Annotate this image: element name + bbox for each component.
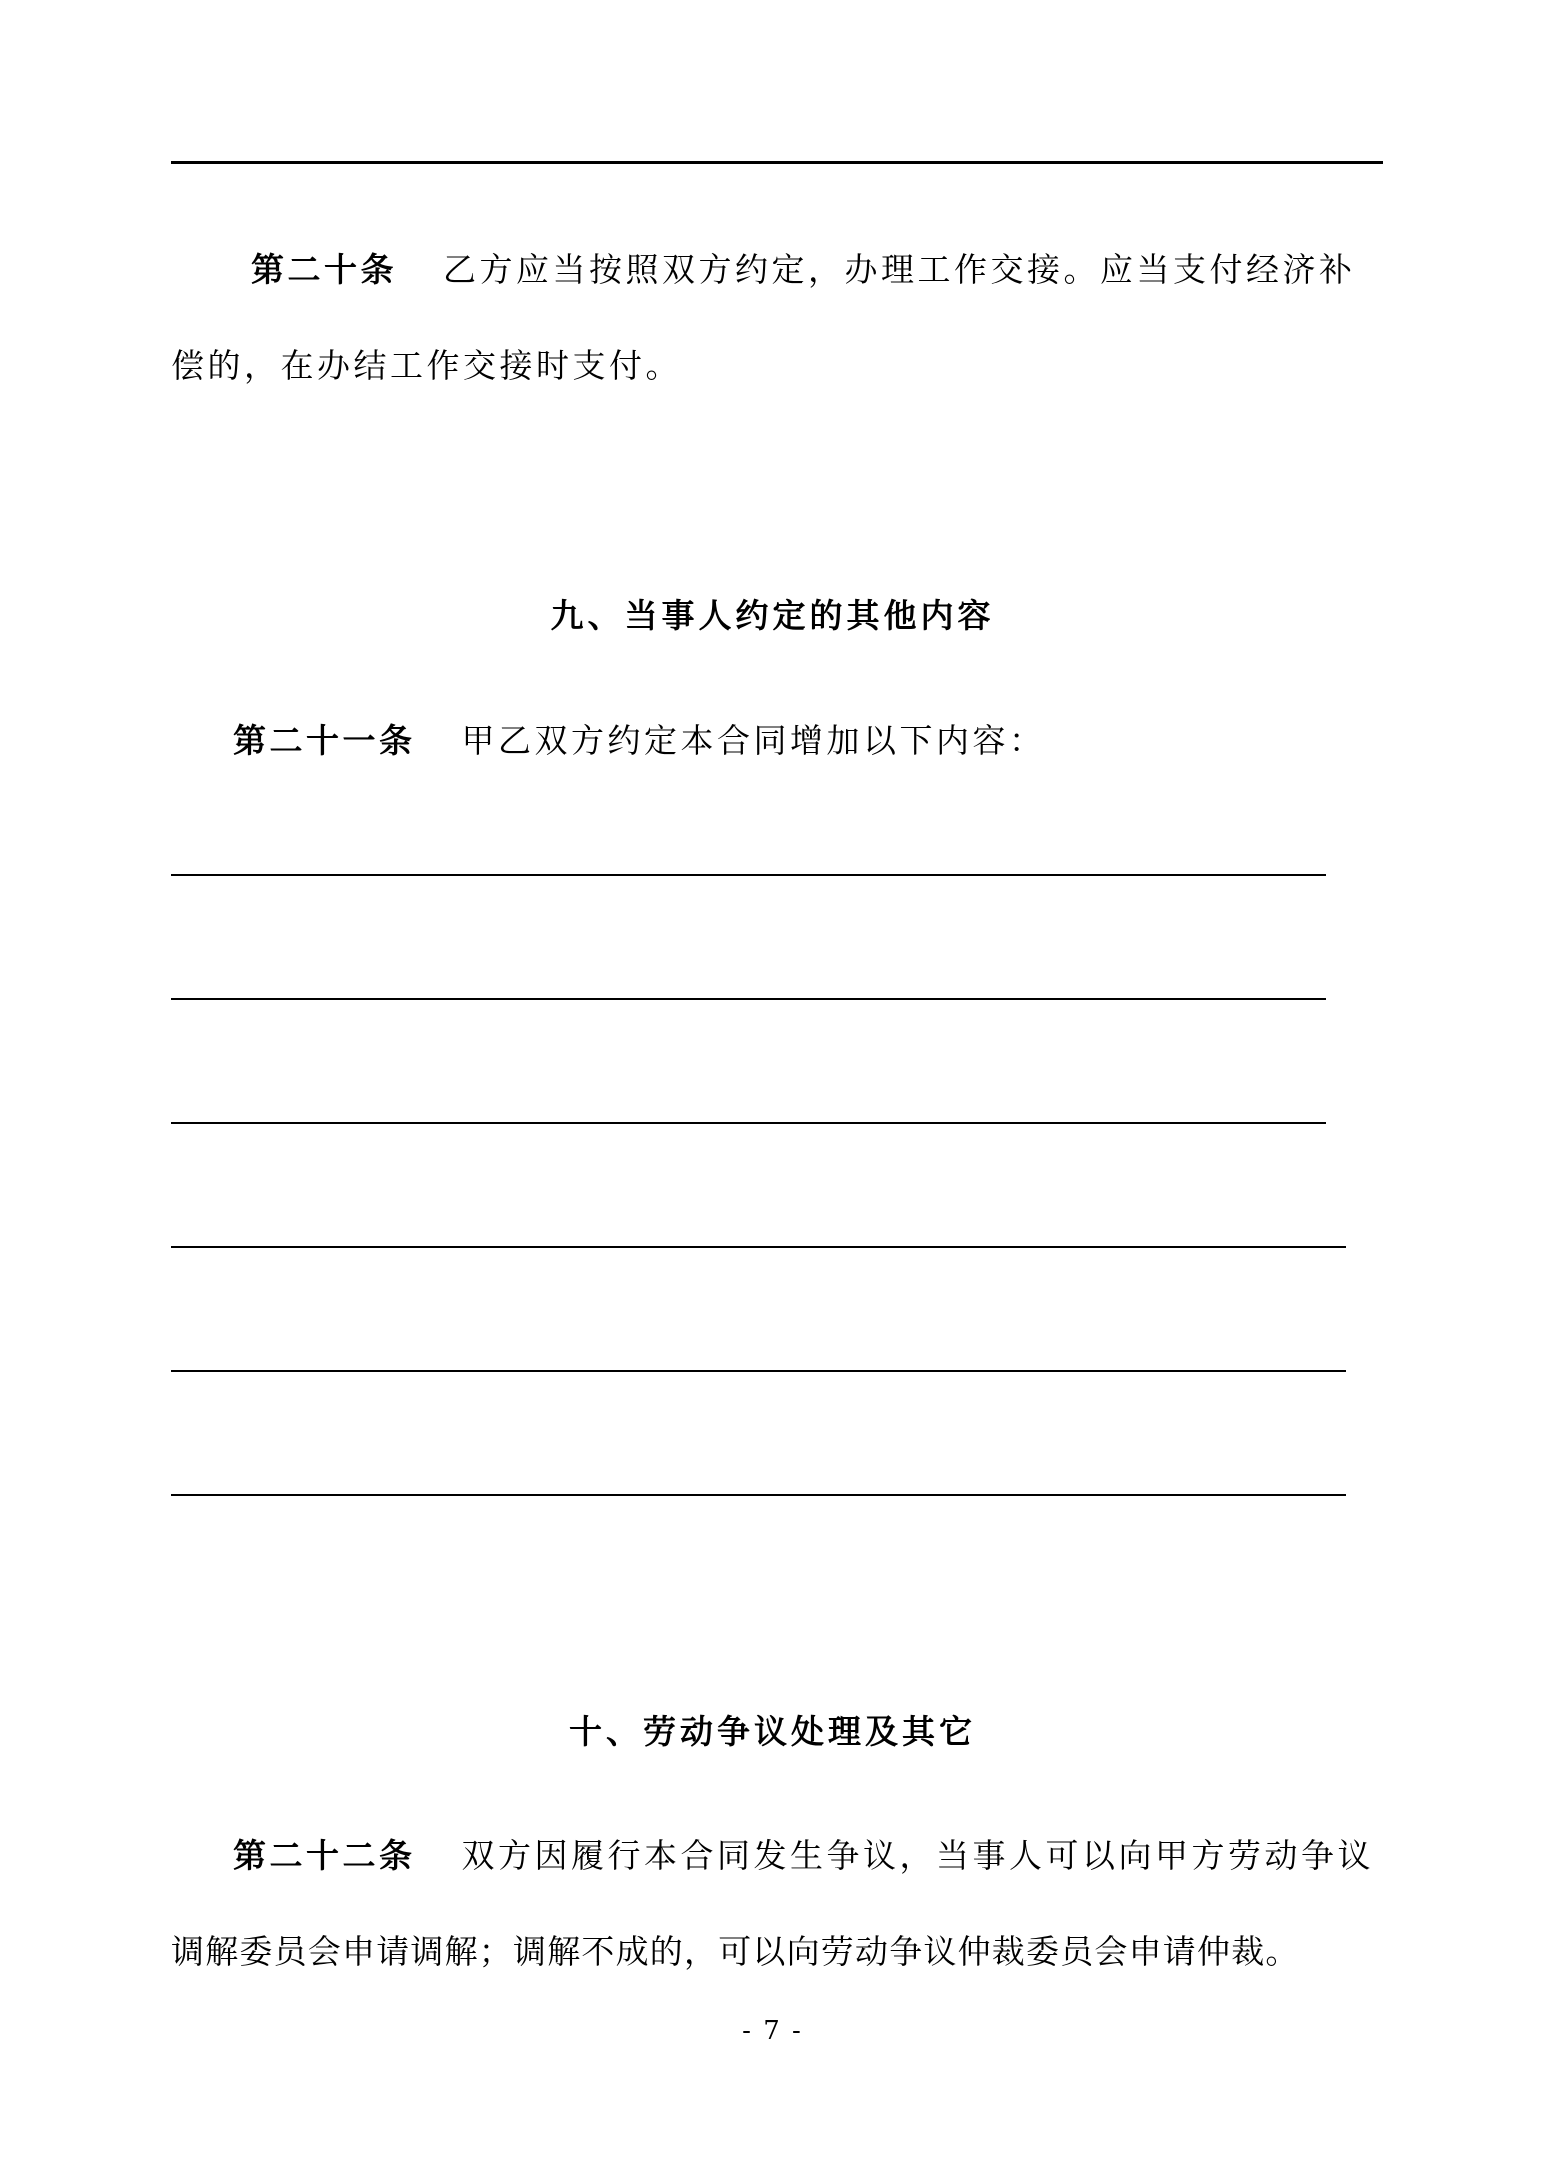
blank-line: [171, 1370, 1346, 1372]
blank-line: [171, 1494, 1346, 1496]
article-20-line-1: [171, 244, 1383, 291]
article-22-text-2: 调解委员会申请调解；调解不成的，可以向劳动争议仲裁委员会申请仲裁。: [171, 1932, 1300, 1971]
article-20-text-2: 偿的，在办结工作交接时支付。: [171, 346, 682, 385]
blank-line: [171, 998, 1326, 1000]
article-20-text-1: 乙方应当按照双方约定，办理工作交接。应当支付经济补: [443, 250, 1356, 289]
blank-line: [171, 874, 1326, 876]
article-21-label: 第二十一条: [233, 721, 416, 760]
article-22-text-1: 双方因履行本合同发生争议，当事人可以向甲方劳动争议: [461, 1836, 1374, 1875]
blank-line: [171, 1246, 1346, 1248]
header-rule: [171, 161, 1383, 164]
article-20-label: 第二十条: [251, 250, 397, 289]
article-20-line-2: [171, 340, 1383, 387]
article-22-label: 第二十二条: [233, 1836, 416, 1875]
page-number: - 7 -: [742, 2016, 803, 2046]
section-9-heading: 九、当事人约定的其他内容: [550, 596, 995, 635]
article-21-line: [171, 715, 1383, 762]
article-22-line-1: [171, 1830, 1383, 1877]
blank-line: [171, 1122, 1326, 1124]
article-21-text: 甲乙双方约定本合同增加以下内容：: [461, 721, 1046, 760]
section-10-heading: 十、劳动争议处理及其它: [569, 1712, 976, 1751]
article-22-line-2: [171, 1926, 1383, 1973]
